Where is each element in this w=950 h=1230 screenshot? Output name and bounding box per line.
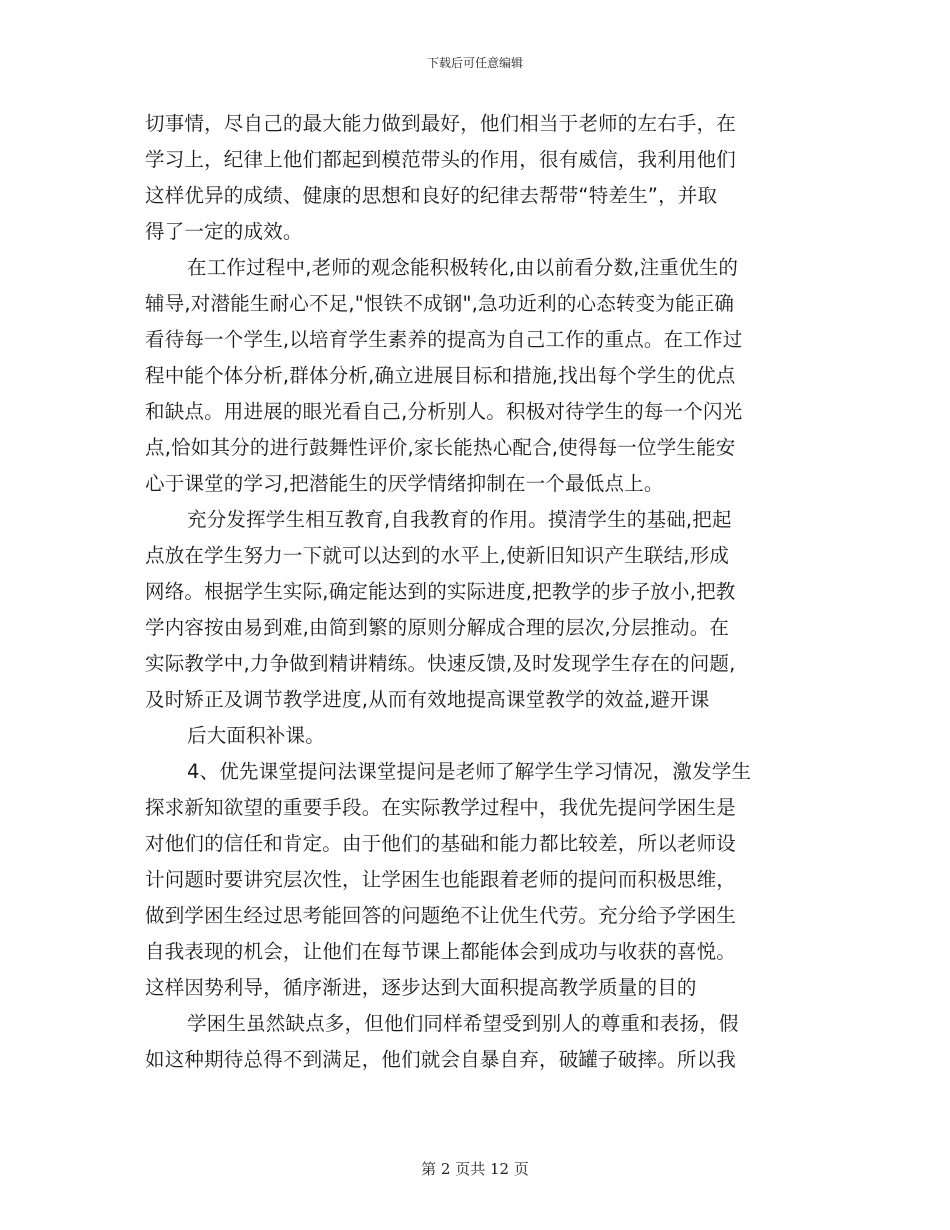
- text-line: 心于课堂的学习,把潜能生的厌学情绪抑制在一个最低点上。: [145, 472, 664, 495]
- text-line: 这样优异的成绩、健康的思想和良好的纪律去帮带“特差生”，并取: [145, 184, 718, 207]
- text-line: 及时矫正及调节教学进度,从而有效地提高课堂教学的效益,避开课: [145, 688, 710, 711]
- text-line: 4、优先课堂提问法课堂提问是老师了解学生学习情况，激发学生: [187, 760, 752, 783]
- text-line: 学内容按由易到难,由简到繁的原则分解成合理的层次,分层推动。在: [145, 616, 730, 639]
- text-line: 和缺点。用进展的眼光看自己,分析别人。积极对待学生的每一个闪光: [145, 400, 743, 423]
- text-line: 后大面积补课。: [187, 724, 325, 747]
- text-line: 充分发挥学生相互教育,自我教育的作用。摸清学生的基础,把起: [187, 508, 732, 531]
- text-line: 学困生虽然缺点多，但他们同样希望受到别人的尊重和表扬，假: [187, 1012, 739, 1035]
- text-line: 在工作过程中,老师的观念能积极转化,由以前看分数,注重优生的: [187, 256, 739, 279]
- text-line: 这样因势利导，循序渐进，逐步达到大面积提高教学质量的目的: [145, 976, 697, 999]
- text-line: 自我表现的机会，让他们在每节课上都能体会到成功与收获的喜悦。: [145, 940, 737, 963]
- page-header: 下载后可任意编辑: [426, 56, 523, 70]
- text-line: 辅导,对潜能生耐心不足,"恨铁不成钢",急功近利的心态转变为能正确: [145, 292, 735, 315]
- text-line: 学习上，纪律上他们都起到模范带头的作用，很有威信，我利用他们: [145, 148, 737, 171]
- page-footer: 第 2 页共 12 页: [421, 1160, 529, 1178]
- text-line: 网络。根据学生实际,确定能达到的实际进度,把教学的步子放小,把教: [145, 580, 736, 603]
- document-body: [145, 106, 815, 1078]
- text-line: 实际教学中,力争做到精讲精练。快速反馈,及时发现学生存在的问题,: [145, 652, 736, 675]
- text-line: 做到学困生经过思考能回答的问题绝不让优生代劳。充分给予学困生: [145, 904, 737, 927]
- text-line: 程中能个体分析,群体分析,确立进展目标和措施,找出每个学生的优点: [145, 364, 736, 387]
- text-line: 切事情，尽自己的最大能力做到最好，他们相当于老师的左右手，在: [145, 112, 737, 135]
- text-line: 探求新知欲望的重要手段。在实际教学过程中，我优先提问学困生是: [145, 796, 737, 819]
- text-line: 计问题时要讲究层次性，让学困生也能跟着老师的提问而积极思维，: [145, 868, 737, 891]
- text-line: 得了一定的成效。: [145, 220, 303, 243]
- text-line: 对他们的信任和肯定。由于他们的基础和能力都比较差，所以老师设: [145, 832, 737, 855]
- text-line: 点放在学生努力一下就可以达到的水平上,使新旧知识产生联结,形成: [145, 544, 730, 567]
- text-line: 如这种期待总得不到满足，他们就会自暴自弃，破罐子破摔。所以我: [145, 1048, 737, 1071]
- text-line: 看待每一个学生,以培育学生素养的提高为自己工作的重点。在工作过: [145, 328, 743, 351]
- text-line: 点,恰如其分的进行鼓舞性评价,家长能热心配合,使得每一位学生能安: [145, 436, 736, 459]
